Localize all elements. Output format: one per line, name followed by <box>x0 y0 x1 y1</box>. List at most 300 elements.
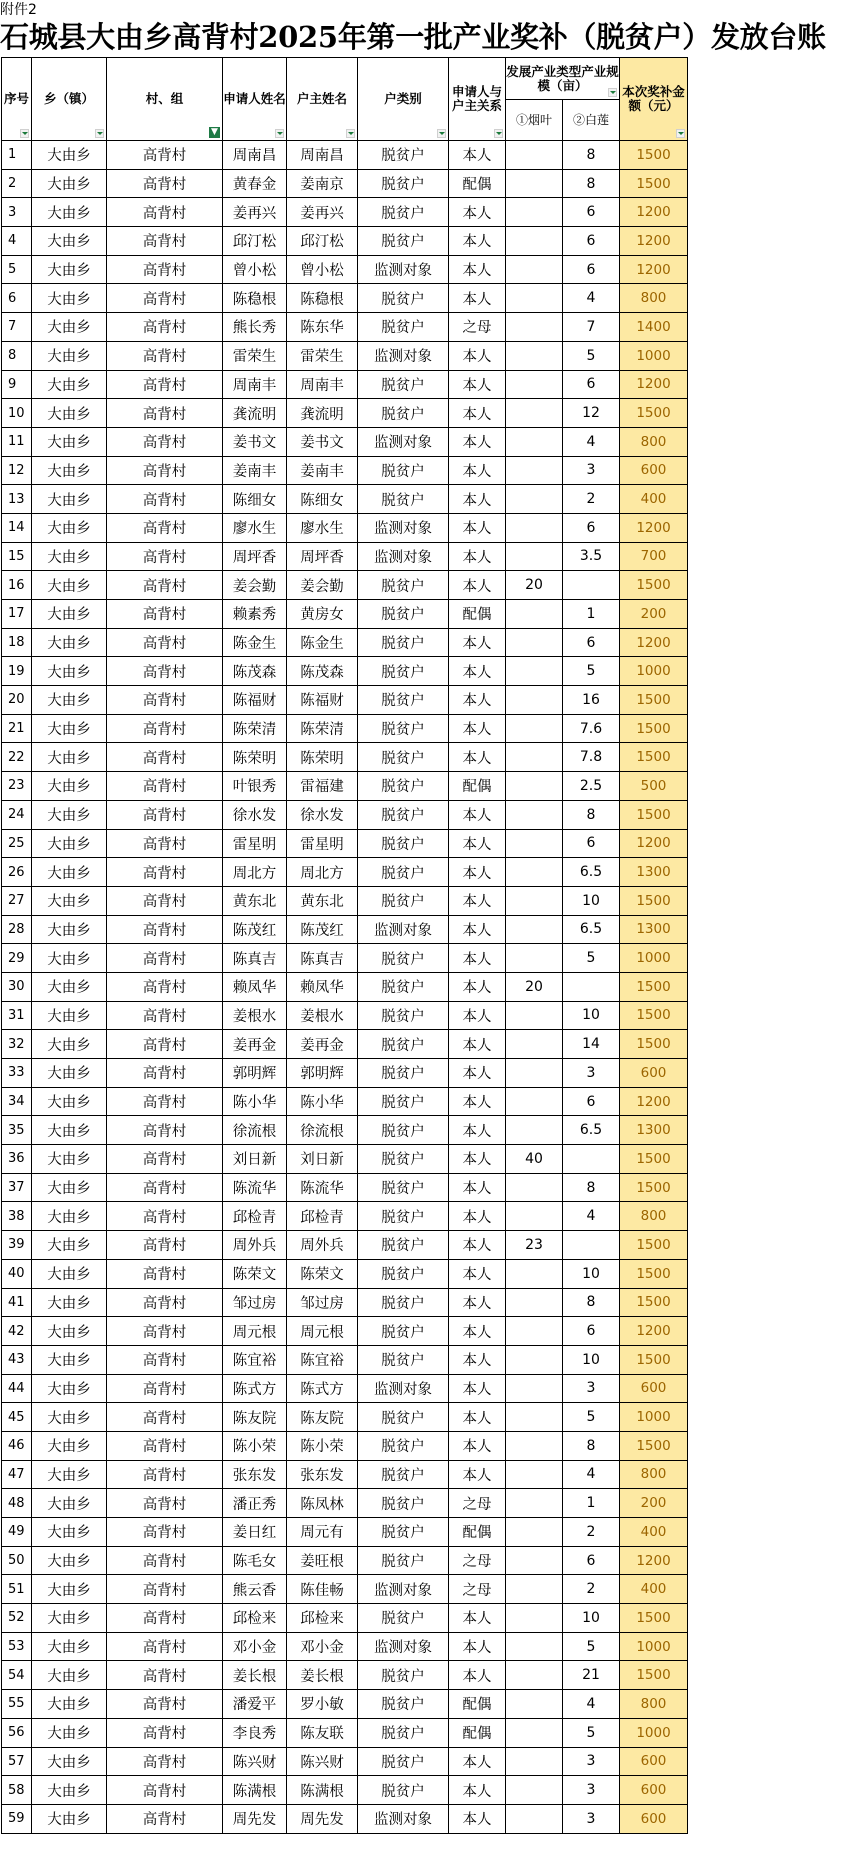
header-no[interactable]: 序号 <box>2 58 32 141</box>
township-cell[interactable]: 大由乡 <box>32 1317 107 1346</box>
tobacco-acres-cell[interactable] <box>506 1001 563 1030</box>
lotus-acres-cell[interactable]: 10 <box>563 886 620 915</box>
applicant-cell[interactable]: 刘日新 <box>223 1145 287 1174</box>
amount-cell[interactable]: 1500 <box>620 714 688 743</box>
lotus-acres-cell[interactable]: 10 <box>563 1259 620 1288</box>
township-cell[interactable]: 大由乡 <box>32 571 107 600</box>
row-number[interactable]: 25 <box>2 829 32 858</box>
lotus-acres-cell[interactable]: 5 <box>563 1718 620 1747</box>
relation-cell[interactable]: 本人 <box>449 571 506 600</box>
applicant-cell[interactable]: 姜南丰 <box>223 456 287 485</box>
householder-cell[interactable]: 雷福建 <box>287 772 358 801</box>
village-cell[interactable]: 高背村 <box>107 427 223 456</box>
category-cell[interactable]: 脱贫户 <box>358 198 449 227</box>
relation-cell[interactable]: 本人 <box>449 915 506 944</box>
filter-active-icon[interactable]: ▼ <box>209 127 220 138</box>
householder-cell[interactable]: 陈友院 <box>287 1403 358 1432</box>
relation-cell[interactable]: 本人 <box>449 972 506 1001</box>
lotus-acres-cell[interactable]: 1 <box>563 1489 620 1518</box>
category-cell[interactable]: 脱贫户 <box>358 886 449 915</box>
township-cell[interactable]: 大由乡 <box>32 1202 107 1231</box>
row-number[interactable]: 2 <box>2 169 32 198</box>
village-cell[interactable]: 高背村 <box>107 743 223 772</box>
township-cell[interactable]: 大由乡 <box>32 1288 107 1317</box>
applicant-cell[interactable]: 邹过房 <box>223 1288 287 1317</box>
amount-cell[interactable]: 400 <box>620 1575 688 1604</box>
householder-cell[interactable]: 陈友联 <box>287 1718 358 1747</box>
amount-cell[interactable]: 800 <box>620 1460 688 1489</box>
category-cell[interactable]: 脱贫户 <box>358 1518 449 1547</box>
applicant-cell[interactable]: 雷荣生 <box>223 341 287 370</box>
relation-cell[interactable]: 本人 <box>449 1345 506 1374</box>
householder-cell[interactable]: 雷荣生 <box>287 341 358 370</box>
township-cell[interactable]: 大由乡 <box>32 743 107 772</box>
township-cell[interactable]: 大由乡 <box>32 628 107 657</box>
tobacco-acres-cell[interactable] <box>506 1690 563 1719</box>
lotus-acres-cell[interactable]: 5 <box>563 944 620 973</box>
township-cell[interactable]: 大由乡 <box>32 1173 107 1202</box>
applicant-cell[interactable]: 周先发 <box>223 1804 287 1833</box>
relation-cell[interactable]: 之母 <box>449 1575 506 1604</box>
amount-cell[interactable]: 1500 <box>620 743 688 772</box>
relation-cell[interactable]: 本人 <box>449 1288 506 1317</box>
tobacco-acres-cell[interactable] <box>506 255 563 284</box>
relation-cell[interactable]: 本人 <box>449 1001 506 1030</box>
relation-cell[interactable]: 本人 <box>449 1374 506 1403</box>
category-cell[interactable]: 脱贫户 <box>358 600 449 629</box>
row-number[interactable]: 34 <box>2 1087 32 1116</box>
category-cell[interactable]: 监测对象 <box>358 255 449 284</box>
row-number[interactable]: 4 <box>2 227 32 256</box>
relation-cell[interactable]: 之母 <box>449 1489 506 1518</box>
applicant-cell[interactable]: 邱检来 <box>223 1604 287 1633</box>
householder-cell[interactable]: 陈满根 <box>287 1776 358 1805</box>
lotus-acres-cell[interactable]: 10 <box>563 1345 620 1374</box>
category-cell[interactable]: 脱贫户 <box>358 1604 449 1633</box>
amount-cell[interactable]: 1000 <box>620 657 688 686</box>
amount-cell[interactable]: 1000 <box>620 341 688 370</box>
filter-dropdown-icon[interactable] <box>275 129 284 138</box>
township-cell[interactable]: 大由乡 <box>32 1804 107 1833</box>
amount-cell[interactable]: 1500 <box>620 141 688 170</box>
category-cell[interactable]: 监测对象 <box>358 1632 449 1661</box>
tobacco-acres-cell[interactable] <box>506 1632 563 1661</box>
row-number[interactable]: 18 <box>2 628 32 657</box>
township-cell[interactable]: 大由乡 <box>32 1690 107 1719</box>
tobacco-acres-cell[interactable] <box>506 341 563 370</box>
householder-cell[interactable]: 陈金生 <box>287 628 358 657</box>
category-cell[interactable]: 脱贫户 <box>358 1001 449 1030</box>
lotus-acres-cell[interactable]: 4 <box>563 284 620 313</box>
relation-cell[interactable]: 本人 <box>449 743 506 772</box>
relation-cell[interactable]: 本人 <box>449 456 506 485</box>
tobacco-acres-cell[interactable]: 23 <box>506 1231 563 1260</box>
amount-cell[interactable]: 600 <box>620 456 688 485</box>
village-cell[interactable]: 高背村 <box>107 1116 223 1145</box>
lotus-acres-cell[interactable]: 6 <box>563 227 620 256</box>
township-cell[interactable]: 大由乡 <box>32 341 107 370</box>
lotus-acres-cell[interactable]: 3 <box>563 1059 620 1088</box>
tobacco-acres-cell[interactable] <box>506 513 563 542</box>
relation-cell[interactable]: 配偶 <box>449 1690 506 1719</box>
village-cell[interactable]: 高背村 <box>107 628 223 657</box>
lotus-acres-cell[interactable]: 3.5 <box>563 542 620 571</box>
township-cell[interactable]: 大由乡 <box>32 399 107 428</box>
category-cell[interactable]: 脱贫户 <box>358 1718 449 1747</box>
township-cell[interactable]: 大由乡 <box>32 1718 107 1747</box>
row-number[interactable]: 12 <box>2 456 32 485</box>
township-cell[interactable]: 大由乡 <box>32 772 107 801</box>
lotus-acres-cell[interactable] <box>563 972 620 1001</box>
applicant-cell[interactable]: 赖素秀 <box>223 600 287 629</box>
lotus-acres-cell[interactable]: 4 <box>563 427 620 456</box>
filter-dropdown-icon[interactable] <box>437 129 446 138</box>
householder-cell[interactable]: 陈流华 <box>287 1173 358 1202</box>
category-cell[interactable]: 脱贫户 <box>358 1460 449 1489</box>
applicant-cell[interactable]: 熊长秀 <box>223 313 287 342</box>
village-cell[interactable]: 高背村 <box>107 1374 223 1403</box>
householder-cell[interactable]: 周元根 <box>287 1317 358 1346</box>
row-number[interactable]: 59 <box>2 1804 32 1833</box>
amount-cell[interactable]: 1200 <box>620 628 688 657</box>
category-cell[interactable]: 脱贫户 <box>358 858 449 887</box>
village-cell[interactable]: 高背村 <box>107 1202 223 1231</box>
row-number[interactable]: 28 <box>2 915 32 944</box>
applicant-cell[interactable]: 邓小金 <box>223 1632 287 1661</box>
relation-cell[interactable]: 本人 <box>449 657 506 686</box>
lotus-acres-cell[interactable]: 6.5 <box>563 1116 620 1145</box>
applicant-cell[interactable]: 陈宜裕 <box>223 1345 287 1374</box>
relation-cell[interactable]: 本人 <box>449 1403 506 1432</box>
township-cell[interactable]: 大由乡 <box>32 829 107 858</box>
householder-cell[interactable]: 张东发 <box>287 1460 358 1489</box>
row-number[interactable]: 27 <box>2 886 32 915</box>
tobacco-acres-cell[interactable] <box>506 1202 563 1231</box>
village-cell[interactable]: 高背村 <box>107 1431 223 1460</box>
row-number[interactable]: 3 <box>2 198 32 227</box>
village-cell[interactable]: 高背村 <box>107 1489 223 1518</box>
header-relation[interactable]: 申请人与户主关系 <box>449 58 506 141</box>
village-cell[interactable]: 高背村 <box>107 1087 223 1116</box>
village-cell[interactable]: 高背村 <box>107 485 223 514</box>
village-cell[interactable]: 高背村 <box>107 571 223 600</box>
tobacco-acres-cell[interactable] <box>506 198 563 227</box>
row-number[interactable]: 14 <box>2 513 32 542</box>
township-cell[interactable]: 大由乡 <box>32 1776 107 1805</box>
relation-cell[interactable]: 本人 <box>449 1173 506 1202</box>
applicant-cell[interactable]: 张东发 <box>223 1460 287 1489</box>
applicant-cell[interactable]: 曾小松 <box>223 255 287 284</box>
village-cell[interactable]: 高背村 <box>107 1145 223 1174</box>
township-cell[interactable]: 大由乡 <box>32 1604 107 1633</box>
applicant-cell[interactable]: 周外兵 <box>223 1231 287 1260</box>
householder-cell[interactable]: 陈茂红 <box>287 915 358 944</box>
householder-cell[interactable]: 姜再兴 <box>287 198 358 227</box>
householder-cell[interactable]: 陈凤林 <box>287 1489 358 1518</box>
row-number[interactable]: 29 <box>2 944 32 973</box>
householder-cell[interactable]: 姜根水 <box>287 1001 358 1030</box>
householder-cell[interactable]: 曾小松 <box>287 255 358 284</box>
category-cell[interactable]: 脱贫户 <box>358 628 449 657</box>
village-cell[interactable]: 高背村 <box>107 1317 223 1346</box>
tobacco-acres-cell[interactable]: 40 <box>506 1145 563 1174</box>
applicant-cell[interactable]: 周元根 <box>223 1317 287 1346</box>
tobacco-acres-cell[interactable] <box>506 1776 563 1805</box>
applicant-cell[interactable]: 郭明辉 <box>223 1059 287 1088</box>
relation-cell[interactable]: 本人 <box>449 714 506 743</box>
applicant-cell[interactable]: 黄东北 <box>223 886 287 915</box>
filter-dropdown-icon[interactable] <box>95 129 104 138</box>
householder-cell[interactable]: 陈荣文 <box>287 1259 358 1288</box>
village-cell[interactable]: 高背村 <box>107 198 223 227</box>
township-cell[interactable]: 大由乡 <box>32 972 107 1001</box>
township-cell[interactable]: 大由乡 <box>32 1231 107 1260</box>
applicant-cell[interactable]: 姜再金 <box>223 1030 287 1059</box>
category-cell[interactable]: 脱贫户 <box>358 772 449 801</box>
tobacco-acres-cell[interactable]: 20 <box>506 571 563 600</box>
lotus-acres-cell[interactable]: 16 <box>563 686 620 715</box>
relation-cell[interactable]: 配偶 <box>449 169 506 198</box>
tobacco-acres-cell[interactable] <box>506 1718 563 1747</box>
relation-cell[interactable]: 本人 <box>449 944 506 973</box>
header-householder[interactable]: 户主姓名 <box>287 58 358 141</box>
amount-cell[interactable]: 200 <box>620 600 688 629</box>
tobacco-acres-cell[interactable] <box>506 141 563 170</box>
village-cell[interactable]: 高背村 <box>107 686 223 715</box>
householder-cell[interactable]: 邱检来 <box>287 1604 358 1633</box>
tobacco-acres-cell[interactable] <box>506 427 563 456</box>
tobacco-acres-cell[interactable] <box>506 1059 563 1088</box>
householder-cell[interactable]: 黄房女 <box>287 600 358 629</box>
row-number[interactable]: 57 <box>2 1747 32 1776</box>
category-cell[interactable]: 脱贫户 <box>358 571 449 600</box>
applicant-cell[interactable]: 陈满根 <box>223 1776 287 1805</box>
village-cell[interactable]: 高背村 <box>107 657 223 686</box>
row-number[interactable]: 17 <box>2 600 32 629</box>
amount-cell[interactable]: 1000 <box>620 944 688 973</box>
category-cell[interactable]: 脱贫户 <box>358 1776 449 1805</box>
village-cell[interactable]: 高背村 <box>107 1001 223 1030</box>
relation-cell[interactable]: 配偶 <box>449 1518 506 1547</box>
amount-cell[interactable]: 1300 <box>620 1116 688 1145</box>
lotus-acres-cell[interactable]: 3 <box>563 456 620 485</box>
householder-cell[interactable]: 姜南丰 <box>287 456 358 485</box>
amount-cell[interactable]: 1500 <box>620 571 688 600</box>
relation-cell[interactable]: 本人 <box>449 227 506 256</box>
township-cell[interactable]: 大由乡 <box>32 1145 107 1174</box>
applicant-cell[interactable]: 陈兴财 <box>223 1747 287 1776</box>
village-cell[interactable]: 高背村 <box>107 1546 223 1575</box>
applicant-cell[interactable]: 陈小华 <box>223 1087 287 1116</box>
row-number[interactable]: 6 <box>2 284 32 313</box>
village-cell[interactable]: 高背村 <box>107 370 223 399</box>
lotus-acres-cell[interactable]: 6.5 <box>563 858 620 887</box>
relation-cell[interactable]: 本人 <box>449 829 506 858</box>
relation-cell[interactable]: 本人 <box>449 485 506 514</box>
village-cell[interactable]: 高背村 <box>107 1776 223 1805</box>
village-cell[interactable]: 高背村 <box>107 915 223 944</box>
village-cell[interactable]: 高背村 <box>107 1804 223 1833</box>
row-number[interactable]: 55 <box>2 1690 32 1719</box>
householder-cell[interactable]: 陈真吉 <box>287 944 358 973</box>
relation-cell[interactable]: 本人 <box>449 284 506 313</box>
category-cell[interactable]: 脱贫户 <box>358 1202 449 1231</box>
category-cell[interactable]: 脱贫户 <box>358 657 449 686</box>
village-cell[interactable]: 高背村 <box>107 542 223 571</box>
village-cell[interactable]: 高背村 <box>107 1632 223 1661</box>
householder-cell[interactable]: 赖凤华 <box>287 972 358 1001</box>
village-cell[interactable]: 高背村 <box>107 800 223 829</box>
category-cell[interactable]: 脱贫户 <box>358 1087 449 1116</box>
applicant-cell[interactable]: 李良秀 <box>223 1718 287 1747</box>
township-cell[interactable]: 大由乡 <box>32 456 107 485</box>
householder-cell[interactable]: 刘日新 <box>287 1145 358 1174</box>
lotus-acres-cell[interactable]: 7.6 <box>563 714 620 743</box>
township-cell[interactable]: 大由乡 <box>32 1460 107 1489</box>
amount-cell[interactable]: 400 <box>620 1518 688 1547</box>
amount-cell[interactable]: 800 <box>620 284 688 313</box>
village-cell[interactable]: 高背村 <box>107 1718 223 1747</box>
applicant-cell[interactable]: 陈茂红 <box>223 915 287 944</box>
amount-cell[interactable]: 1200 <box>620 829 688 858</box>
village-cell[interactable]: 高背村 <box>107 1059 223 1088</box>
householder-cell[interactable]: 郭明辉 <box>287 1059 358 1088</box>
tobacco-acres-cell[interactable] <box>506 1403 563 1432</box>
category-cell[interactable]: 脱贫户 <box>358 1345 449 1374</box>
householder-cell[interactable]: 周元有 <box>287 1518 358 1547</box>
category-cell[interactable]: 脱贫户 <box>358 284 449 313</box>
householder-cell[interactable]: 邹过房 <box>287 1288 358 1317</box>
township-cell[interactable]: 大由乡 <box>32 198 107 227</box>
village-cell[interactable]: 高背村 <box>107 1403 223 1432</box>
applicant-cell[interactable]: 姜书文 <box>223 427 287 456</box>
relation-cell[interactable]: 本人 <box>449 255 506 284</box>
row-number[interactable]: 45 <box>2 1403 32 1432</box>
township-cell[interactable]: 大由乡 <box>32 370 107 399</box>
applicant-cell[interactable]: 廖水生 <box>223 513 287 542</box>
lotus-acres-cell[interactable]: 6 <box>563 1317 620 1346</box>
amount-cell[interactable]: 1500 <box>620 972 688 1001</box>
row-number[interactable]: 48 <box>2 1489 32 1518</box>
applicant-cell[interactable]: 周南昌 <box>223 141 287 170</box>
tobacco-acres-cell[interactable] <box>506 1431 563 1460</box>
row-number[interactable]: 8 <box>2 341 32 370</box>
township-cell[interactable]: 大由乡 <box>32 800 107 829</box>
lotus-acres-cell[interactable]: 3 <box>563 1776 620 1805</box>
lotus-acres-cell[interactable]: 6 <box>563 513 620 542</box>
township-cell[interactable]: 大由乡 <box>32 858 107 887</box>
lotus-acres-cell[interactable]: 8 <box>563 1173 620 1202</box>
tobacco-acres-cell[interactable] <box>506 600 563 629</box>
tobacco-acres-cell[interactable] <box>506 227 563 256</box>
amount-cell[interactable]: 600 <box>620 1059 688 1088</box>
tobacco-acres-cell[interactable] <box>506 1460 563 1489</box>
amount-cell[interactable]: 1200 <box>620 370 688 399</box>
category-cell[interactable]: 脱贫户 <box>358 1116 449 1145</box>
lotus-acres-cell[interactable]: 6 <box>563 198 620 227</box>
township-cell[interactable]: 大由乡 <box>32 686 107 715</box>
lotus-acres-cell[interactable]: 10 <box>563 1001 620 1030</box>
householder-cell[interactable]: 姜南京 <box>287 169 358 198</box>
category-cell[interactable]: 脱贫户 <box>358 944 449 973</box>
tobacco-acres-cell[interactable] <box>506 1489 563 1518</box>
lotus-acres-cell[interactable]: 8 <box>563 1288 620 1317</box>
row-number[interactable]: 9 <box>2 370 32 399</box>
householder-cell[interactable]: 周先发 <box>287 1804 358 1833</box>
applicant-cell[interactable]: 姜日红 <box>223 1518 287 1547</box>
tobacco-acres-cell[interactable] <box>506 313 563 342</box>
row-number[interactable]: 23 <box>2 772 32 801</box>
township-cell[interactable]: 大由乡 <box>32 1575 107 1604</box>
lotus-acres-cell[interactable]: 3 <box>563 1374 620 1403</box>
tobacco-acres-cell[interactable] <box>506 1604 563 1633</box>
row-number[interactable]: 30 <box>2 972 32 1001</box>
village-cell[interactable]: 高背村 <box>107 1690 223 1719</box>
row-number[interactable]: 13 <box>2 485 32 514</box>
village-cell[interactable]: 高背村 <box>107 886 223 915</box>
tobacco-acres-cell[interactable] <box>506 1030 563 1059</box>
applicant-cell[interactable]: 姜会勤 <box>223 571 287 600</box>
village-cell[interactable]: 高背村 <box>107 169 223 198</box>
householder-cell[interactable]: 陈兴财 <box>287 1747 358 1776</box>
tobacco-acres-cell[interactable] <box>506 169 563 198</box>
householder-cell[interactable]: 陈荣清 <box>287 714 358 743</box>
category-cell[interactable]: 脱贫户 <box>358 1231 449 1260</box>
applicant-cell[interactable]: 周坪香 <box>223 542 287 571</box>
tobacco-acres-cell[interactable] <box>506 743 563 772</box>
applicant-cell[interactable]: 陈友院 <box>223 1403 287 1432</box>
category-cell[interactable]: 脱贫户 <box>358 141 449 170</box>
filter-dropdown-icon[interactable] <box>676 129 685 138</box>
relation-cell[interactable]: 本人 <box>449 1202 506 1231</box>
township-cell[interactable]: 大由乡 <box>32 915 107 944</box>
relation-cell[interactable]: 本人 <box>449 628 506 657</box>
amount-cell[interactable]: 1500 <box>620 1661 688 1690</box>
lotus-acres-cell[interactable]: 6.5 <box>563 915 620 944</box>
village-cell[interactable]: 高背村 <box>107 714 223 743</box>
tobacco-acres-cell[interactable] <box>506 399 563 428</box>
village-cell[interactable]: 高背村 <box>107 1460 223 1489</box>
village-cell[interactable]: 高背村 <box>107 858 223 887</box>
householder-cell[interactable]: 姜再金 <box>287 1030 358 1059</box>
row-number[interactable]: 40 <box>2 1259 32 1288</box>
category-cell[interactable]: 监测对象 <box>358 341 449 370</box>
tobacco-acres-cell[interactable] <box>506 1259 563 1288</box>
category-cell[interactable]: 监测对象 <box>358 915 449 944</box>
lotus-acres-cell[interactable]: 1 <box>563 600 620 629</box>
row-number[interactable]: 16 <box>2 571 32 600</box>
householder-cell[interactable]: 周南昌 <box>287 141 358 170</box>
householder-cell[interactable]: 周北方 <box>287 858 358 887</box>
tobacco-acres-cell[interactable] <box>506 686 563 715</box>
householder-cell[interactable]: 邓小金 <box>287 1632 358 1661</box>
row-number[interactable]: 7 <box>2 313 32 342</box>
township-cell[interactable]: 大由乡 <box>32 313 107 342</box>
applicant-cell[interactable]: 徐流根 <box>223 1116 287 1145</box>
householder-cell[interactable]: 龚流明 <box>287 399 358 428</box>
relation-cell[interactable]: 本人 <box>449 1804 506 1833</box>
relation-cell[interactable]: 本人 <box>449 1317 506 1346</box>
row-number[interactable]: 26 <box>2 858 32 887</box>
lotus-acres-cell[interactable]: 7.8 <box>563 743 620 772</box>
amount-cell[interactable]: 1500 <box>620 399 688 428</box>
lotus-acres-cell[interactable]: 4 <box>563 1690 620 1719</box>
category-cell[interactable]: 脱贫户 <box>358 743 449 772</box>
row-number[interactable]: 56 <box>2 1718 32 1747</box>
village-cell[interactable]: 高背村 <box>107 1231 223 1260</box>
township-cell[interactable]: 大由乡 <box>32 1661 107 1690</box>
township-cell[interactable]: 大由乡 <box>32 1374 107 1403</box>
